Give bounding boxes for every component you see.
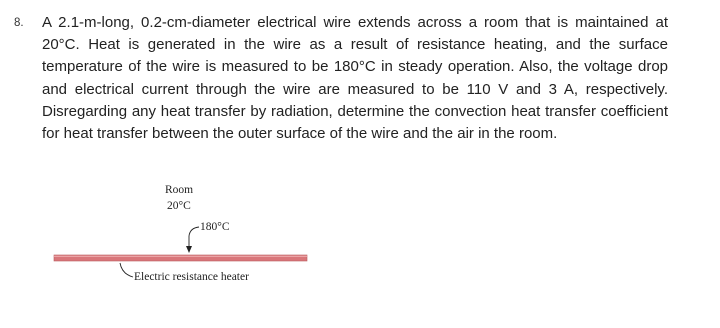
room-temperature-label: 20°C <box>167 200 191 212</box>
problem-number: 8. <box>14 17 24 29</box>
surface-temp-arrowhead <box>186 246 192 253</box>
surface-temp-leader <box>189 227 199 249</box>
surface-temperature-label: 180°C <box>200 221 230 233</box>
heater-leader <box>120 263 133 277</box>
wire-figure <box>0 178 320 298</box>
problem-text: A 2.1-m-long, 0.2-cm-diameter electrical wire extends across a room that is maintained at 20°C. Heat is generated in the wire as a result of resistance heating, and the surface temperature of the wire is measured to be 180°C in steady operation. Also, the voltage drop and electrical current through the wire are measured to be 110 V and 3 A, respectively. Disregarding any heat transfer by radiation, determine the convection heat transfer coefficient for heat transfer between the outer surface of the wire and the air in the room. <box>42 14 668 143</box>
heater-label: Electric resistance heater <box>134 271 249 283</box>
room-label: Room <box>165 184 194 196</box>
